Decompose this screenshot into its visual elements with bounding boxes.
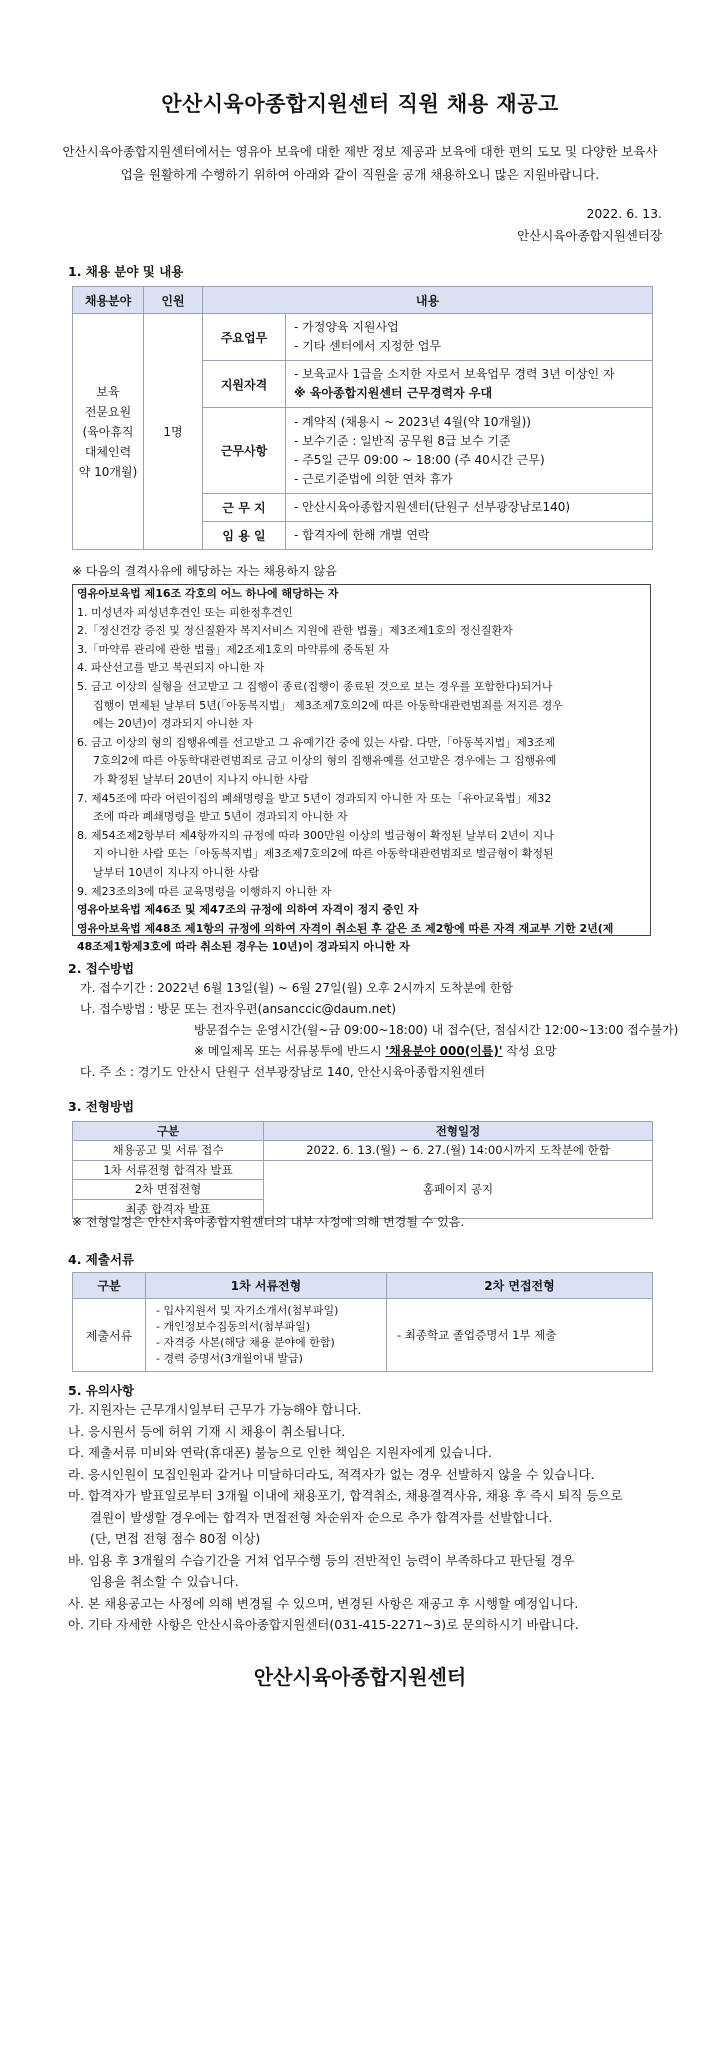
row-content bbox=[286, 408, 653, 494]
intro-paragraph: 안산시육아종합지원센터에서는 영유아 보육에 대한 제반 정보 제공과 보육에 대한 편의 도모 및 다양한 보육사업을 원활하게 수행하기 위하여 아래와 같이 직원을 공개 채용하오니 많은 지원바랍니다. bbox=[62, 144, 658, 182]
caution-item: 가. 지원자는 근무개시일부터 근무가 가능해야 합니다. bbox=[68, 1402, 362, 1417]
caution-item: (단, 면접 전형 점수 80점 이상) bbox=[90, 1531, 261, 1546]
disq-line: 에는 20년)이 경과되지 아니한 자 bbox=[93, 717, 253, 731]
doc-item: - 경력 증명서(3개월이내 발급) bbox=[156, 1352, 303, 1365]
schedule-cell: 홈페이지 공지 bbox=[264, 1160, 653, 1219]
disq-line: 9. 제23조의3에 따른 교육명령을 이행하지 아니한 자 bbox=[77, 884, 332, 898]
caution-item: 바. 임용 후 3개월의 수습기간을 거쳐 업무수행 등의 전반적인 능력이 부족하다고 판단될 경우 bbox=[68, 1552, 575, 1568]
doc-item: - 자격증 사본(해당 채용 분야에 한함) bbox=[156, 1336, 335, 1349]
doc-item: - 입사지원서 및 자기소개서(첨부파일) bbox=[156, 1304, 339, 1317]
header-count: 인원 bbox=[144, 287, 203, 314]
stage-cell: 1차 서류전형 합격자 발표 bbox=[73, 1160, 264, 1180]
header-category: 구분 bbox=[73, 1273, 146, 1299]
content-line: - 근로기준법에 의한 연차 휴가 bbox=[294, 471, 453, 486]
disq-line: 지 아니한 사람 또는「아동복지법」제3조제7호의2에 따른 아동학대관련범죄로 벌금형이 확정된 bbox=[93, 847, 554, 861]
footer-organization: 안산시육아종합지원센터 bbox=[253, 1665, 467, 1689]
disq-bold-line: 영유아보육법 제46조 및 제47조의 규정에 의하여 자격이 정지 중인 자 bbox=[77, 903, 419, 917]
content-line: - 보육교사 1급을 소지한 자로서 보육업무 경력 3년 이상인 자 bbox=[294, 367, 615, 381]
row-content bbox=[286, 314, 653, 361]
disq-line: 8. 제54조제2항부터 제4항까지의 규정에 따라 300만원 이상의 벌금형이 확정된 날부터 2년이 지나 bbox=[77, 828, 554, 842]
row-content bbox=[286, 522, 653, 550]
disq-line: 날부터 10년이 지나지 아니한 사람 bbox=[93, 865, 260, 879]
caution-item: 결원이 발생할 경우에는 합격자 면접전형 차순위자 순으로 추가 합격자를 선발합니다. bbox=[90, 1509, 553, 1525]
caution-item: 마. 합격자가 발표일로부터 3개월 이내에 채용포기, 합격취소, 채용결격사유, 채용 후 즉시 퇴직 등으로 bbox=[68, 1488, 623, 1503]
caution-item: 아. 기타 자세한 사항은 안산시육아종합지원센터(031-415-2271~3)로 문의하시기 바랍니다. bbox=[68, 1617, 579, 1632]
field-line: 보육 bbox=[96, 384, 120, 399]
stage-cell: 최종 합격자 발표 bbox=[73, 1199, 264, 1219]
disqualification-note: ※ 다음의 결격사유에 해당하는 자는 채용하지 않음 bbox=[72, 564, 337, 578]
section4-heading: 4. 제출서류 bbox=[68, 1252, 135, 1267]
field-cell bbox=[73, 314, 144, 550]
disq-line: 7호의2에 따른 아동학대관련범죄로 금고 이상의 형의 집행유예를 선고받은 경우에는 그 집행유예 bbox=[93, 754, 557, 768]
caution-item: 사. 본 채용공고는 사정에 의해 변경될 수 있으며, 변경된 사항은 재공고 후 시행할 예정입니다. bbox=[68, 1595, 579, 1611]
disq-line: 가 확정된 날부터 20년이 지나지 아니한 사람 bbox=[93, 772, 309, 786]
content-line: - 합격자에 한해 개별 연락 bbox=[294, 528, 430, 542]
date-block bbox=[517, 203, 662, 247]
row-label: 주요업무 bbox=[203, 314, 286, 361]
caution-item: 라. 응시인원이 모집인원과 같거나 미달하더라도, 적격자가 없는 경우 선발하지 않을 수 있습니다. bbox=[68, 1466, 595, 1482]
mail-note bbox=[80, 1041, 680, 1062]
stage-cell: 2차 면접전형 bbox=[73, 1180, 264, 1200]
disq-bold-line: 48조제1항제3호에 따라 취소된 경우는 10년)이 경과되지 아니한 자 bbox=[77, 940, 410, 954]
content-line: ※ 육아종합지원센터 근무경력자 우대 bbox=[294, 386, 493, 400]
disq-line: 4. 파산선고를 받고 복권되지 아니한 자 bbox=[77, 661, 265, 675]
row-label: 근 무 지 bbox=[203, 494, 286, 522]
section1-heading: 1. 채용 분야 및 내용 bbox=[68, 264, 184, 279]
recruit-table bbox=[72, 286, 653, 550]
mail-note-prefix: ※ 메일제목 또는 서류봉투에 반드시 bbox=[194, 1044, 386, 1058]
row-label: 지원자격 bbox=[203, 361, 286, 408]
content-line: - 안산시육아종합지원센터(단원구 선부광장남로140) bbox=[294, 500, 571, 514]
schedule-cell: 2022. 6. 13.(월) ~ 6. 27.(월) 14:00시까지 도착분에 한함 bbox=[264, 1141, 653, 1161]
visit-hours: 방문접수는 운영시간(월~금 09:00~18:00) 내 접수(단, 점심시간 12:00~13:00 접수불가) bbox=[194, 1023, 679, 1037]
schedule-table bbox=[72, 1121, 653, 1219]
issuer: 안산시육아종합지원센터장 bbox=[517, 228, 662, 243]
documents-table bbox=[72, 1272, 653, 1372]
post-date: 2022. 6. 13. bbox=[586, 206, 662, 221]
section2-heading: 2. 접수방법 bbox=[68, 961, 135, 976]
second-round-docs: - 최종학교 졸업증명서 1부 제출 bbox=[387, 1299, 653, 1372]
content-line: - 기타 센터에서 지정한 업무 bbox=[294, 339, 442, 353]
caution-item: 나. 응시원서 등에 허위 기재 시 채용이 취소됩니다. bbox=[68, 1423, 346, 1439]
page-title: 안산시육아종합지원센터 직원 채용 재공고 bbox=[161, 92, 559, 116]
field-line: 약 10개월) bbox=[78, 464, 138, 479]
header-second-round: 2차 면접전형 bbox=[387, 1273, 653, 1299]
disqualification-box bbox=[72, 584, 651, 954]
header-content: 내용 bbox=[203, 287, 653, 314]
disq-line: 조에 따라 폐쇄명령을 받고 5년이 경과되지 아니한 자 bbox=[93, 810, 348, 824]
disq-bold-line: 영유아보육법 제48조 제1항의 규정에 의하여 자격이 취소된 후 같은 조 제2항에 따른 자격 재교부 기한 2년(제 bbox=[77, 921, 614, 935]
content-line: - 주5일 근무 09:00 ~ 18:00 (주 40시간 근무) bbox=[294, 452, 545, 467]
disq-line: 2.「정신건강 증진 및 정신질환자 복지서비스 지원에 관한 법률」제3조제1호의 정신질환자 bbox=[77, 624, 513, 638]
content-line: - 보수기준 : 일반직 공무원 8급 보수 기준 bbox=[294, 433, 511, 448]
address: 다. 주 소 : 경기도 안산시 단원구 선부광장남로 140, 안산시육아종합지원센터 bbox=[80, 1065, 486, 1079]
content-line: - 계약직 (채용시 ~ 2023년 4월(약 10개월)) bbox=[294, 414, 531, 429]
count-cell: 1명 bbox=[144, 314, 203, 550]
cautions-list bbox=[68, 1399, 668, 1636]
doc-item: - 개인정보수집동의서(첨부파일) bbox=[156, 1320, 311, 1333]
header-field: 채용분야 bbox=[73, 287, 144, 314]
first-round-docs bbox=[146, 1299, 387, 1372]
disq-line: 1. 미성년자 피성년후견인 또는 피한정후견인 bbox=[77, 605, 293, 619]
field-line: 전문요원 bbox=[84, 404, 132, 419]
section3-heading: 3. 전형방법 bbox=[68, 1099, 135, 1114]
row-content bbox=[286, 361, 653, 408]
disq-line: 6. 금고 이상의 형의 집행유예를 선고받고 그 유예기간 중에 있는 사람. 다만,「아동복지법」제3조제 bbox=[77, 735, 556, 749]
application-info bbox=[80, 978, 680, 1083]
field-line: 대체인력 bbox=[84, 444, 132, 459]
caution-item: 임용을 취소할 수 있습니다. bbox=[90, 1574, 239, 1589]
section5-heading: 5. 유의사항 bbox=[68, 1383, 135, 1398]
header-category: 구분 bbox=[73, 1122, 264, 1141]
content-line: - 가정양육 지원사업 bbox=[294, 320, 399, 334]
stage-cell: 채용공고 및 서류 접수 bbox=[73, 1141, 264, 1161]
caution-item: 다. 제출서류 미비와 연락(휴대폰) 불능으로 인한 책임은 지원자에게 있습니다. bbox=[68, 1445, 492, 1460]
disq-line: 5. 금고 이상의 실형을 선고받고 그 집행이 종료(집행이 종료된 것으로 보는 경우를 포함한다)되거나 bbox=[77, 679, 553, 693]
application-period: 가. 접수기간 : 2022년 6월 13일(월) ~ 6월 27일(월) 오후 2시까지 도착분에 한함 bbox=[80, 981, 514, 995]
schedule-note: ※ 전형일정은 안산시육아종합지원센터의 내부 사정에 의해 변경될 수 있음. bbox=[72, 1215, 465, 1229]
disq-line: 7. 제45조에 따라 어린이집의 폐쇄명령을 받고 5년이 경과되지 아니한 자 또는「유아교육법」제32 bbox=[77, 791, 552, 805]
disq-line: 집행이 면제된 날부터 5년(「아동복지법」 제3조제7호의2에 따른 아동학대관련범죄를 저지른 경우 bbox=[93, 698, 563, 712]
row-label: 임 용 일 bbox=[203, 522, 286, 550]
application-method: 나. 접수방법 : 방문 또는 전자우편(ansanccic@daum.net) bbox=[80, 1002, 397, 1016]
documents-label: 제출서류 bbox=[73, 1299, 146, 1372]
header-first-round: 1차 서류전형 bbox=[146, 1273, 387, 1299]
mail-subject-format: '채용분야 000(이름)' bbox=[385, 1044, 503, 1058]
disq-line: 3.「마약류 관리에 관한 법률」제2조제1호의 마약류에 중독된 자 bbox=[77, 642, 389, 656]
disq-lead: 영유아보육법 제16조 각호의 어느 하나에 해당하는 자 bbox=[77, 587, 339, 600]
field-line: (육아휴직 bbox=[82, 424, 134, 439]
row-content bbox=[286, 494, 653, 522]
mail-note-suffix: 작성 요망 bbox=[502, 1044, 557, 1058]
header-schedule: 전형일정 bbox=[264, 1122, 653, 1141]
row-label: 근무사항 bbox=[203, 408, 286, 494]
